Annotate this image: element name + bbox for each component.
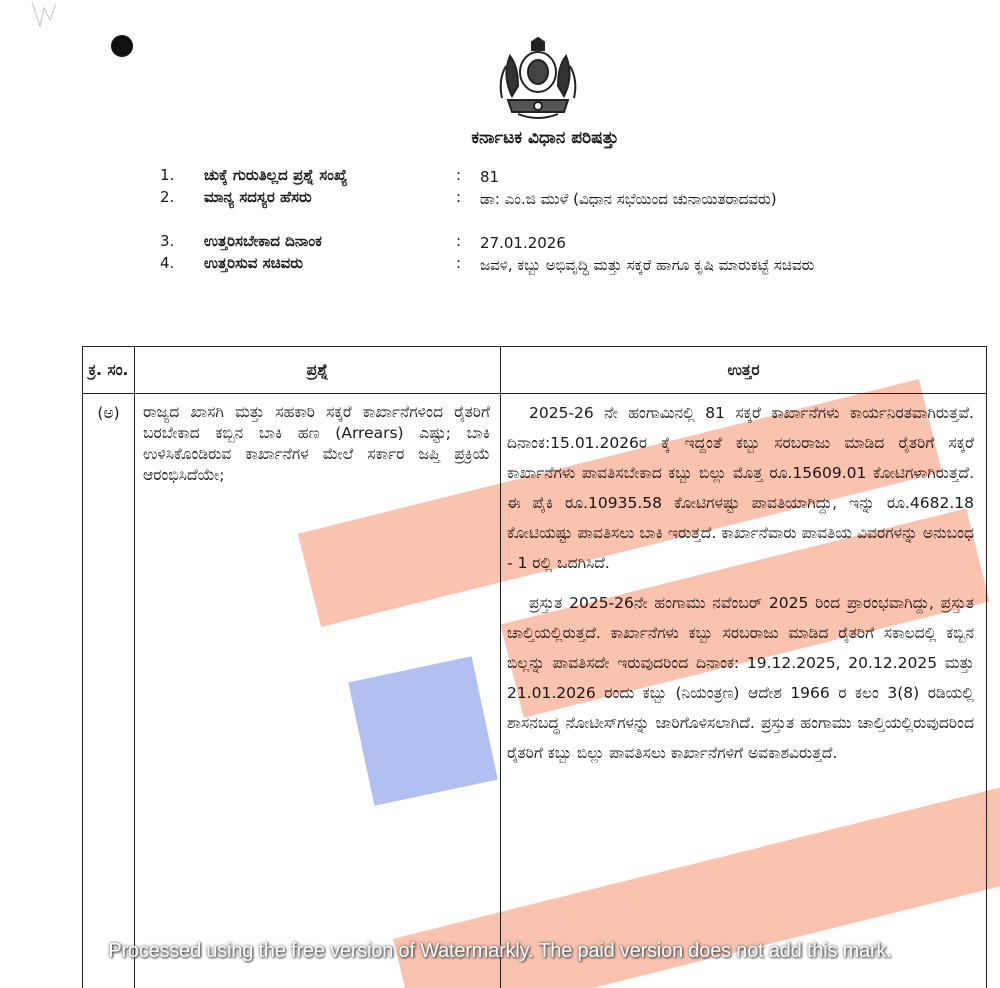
meta-label: ಉತ್ತರಿಸಬೇಕಾದ ದಿನಾಂಕ — [204, 232, 322, 250]
meta-row-answer-date — [160, 232, 900, 254]
meta-index: 2. — [160, 188, 175, 206]
meta-index: 4. — [160, 254, 175, 272]
row-answer — [501, 394, 987, 988]
header-serial-number: ಕ್ರ. ಸಂ. — [83, 347, 135, 394]
table-header-row — [83, 347, 987, 394]
header-question: ಪ್ರಶ್ನೆ — [135, 347, 501, 394]
meta-value: ಡಾ: ಎಂ.ಜಿ ಮುಳೆ (ವಿಧಾನ ಸಭೆಯಿಂದ ಚುನಾಯಿತರಾದವರು) — [480, 190, 777, 208]
scan-smudge — [30, 0, 60, 30]
header-answer: ಉತ್ತರ — [501, 347, 987, 394]
meta-colon: : — [456, 188, 462, 206]
meta-label: ಉತ್ತರಿಸುವ ಸಚಿವರು — [204, 254, 304, 272]
punch-hole — [111, 35, 133, 57]
meta-index: 3. — [160, 232, 175, 250]
meta-index: 1. — [160, 166, 175, 184]
meta-value: 81 — [480, 168, 500, 186]
meta-row-minister — [160, 254, 900, 298]
row-serial: (ಅ) — [83, 394, 135, 988]
answer-paragraph: 2025-26 ನೇ ಹಂಗಾಮಿನಲ್ಲಿ 81 ಸಕ್ಕರೆ ಕಾರ್ಖಾನೆಗಳು ಕಾರ್ಯನಿರತವಾಗಿರುತ್ತವೆ. ದಿನಾಂಕ:15.01.2026ರ ಕ್ಕೆ ಇದ್ದಂತೆ ಕಬ್ಬು ಸರಬರಾಜು ಮಾಡಿದ ರೈತರಿಗೆ ಸಕ್ಕರೆ ಕಾರ್ಖಾನೆಗಳು ಪಾವತಿಸಬೇಕಾದ ಕಬ್ಬು ಬಿಲ್ಲು ಮೊತ್ತ ರೂ.15609.01 ಕೋಟಿಗಳಾಗಿರುತ್ತದೆ. ಈ ಪೈಕಿ ರೂ.10935.58 ಕೋಟಿಗಳಷ್ಟು ಪಾವತಿಯಾಗಿದ್ದು, ಇನ್ನು ರೂ.4682.18 ಕೋಟಿಯಷ್ಟು ಪಾವತಿಸಲು ಬಾಕಿ ಇರುತ್ತದೆ. ಕಾರ್ಖಾನೆವಾರು ಪಾವತಿಯ ವಿವರಗಳನ್ನು ಅನುಬಂಧ - 1 ರಲ್ಲಿ ಒದಗಿಸಿದೆ. — [507, 404, 974, 572]
meta-label: ಚುಕ್ಕೆ ಗುರುತಿಲ್ಲದ ಪ್ರಶ್ನೆ ಸಂಖ್ಯೆ — [204, 166, 348, 184]
meta-value: ಜವಳಿ, ಕಬ್ಬು ಅಭಿವೃದ್ಧಿ ಮತ್ತು ಸಕ್ಕರೆ ಹಾಗೂ ಕೃಷಿ ಮಾರುಕಟ್ಟೆ ಸಚಿವರು — [480, 256, 815, 274]
council-title: ಕರ್ನಾಟಕ ವಿಧಾನ ಪರಿಷತ್ತು — [471, 128, 619, 148]
question-metadata — [160, 166, 900, 298]
karnataka-emblem-icon — [488, 36, 588, 122]
watermark-notice: Processed using the free version of Watermarkly. The paid version does not add this mark. — [108, 940, 892, 962]
watermark-square — [348, 656, 497, 805]
row-question: ರಾಜ್ಯದ ಖಾಸಗಿ ಮತ್ತು ಸಹಕಾರಿ ಸಕ್ಕರೆ ಕಾರ್ಖಾನೆಗಳಿಂದ ರೈತರಿಗೆ ಬರಬೇಕಾದ ಕಬ್ಬಿನ ಬಾಕಿ ಹಣ (Arrears) ಎಷ್ಟು; ಬಾಕಿ ಉಳಿಸಿಕೊಂಡಿರುವ ಕಾರ್ಖಾನೆಗಳ ಮೇಲೆ ಸರ್ಕಾರ ಜಪ್ತಿ ಪ್ರಕ್ರಿಯೆ ಆರಂಭಿಸಿದೆಯೇ; — [135, 394, 501, 988]
answer-paragraph: ಪ್ರಸ್ತುತ 2025-26ನೇ ಹಂಗಾಮು ನವೆಂಬರ್ 2025 ರಿಂದ ಪ್ರಾರಂಭವಾಗಿದ್ದು, ಪ್ರಸ್ತುತ ಚಾಲ್ತಿಯಲ್ಲಿರುತ್ತದೆ. ಕಾರ್ಖಾನೆಗಳು ಕಬ್ಬು ಸರಬರಾಜು ಮಾಡಿದ ರೈತರಿಗೆ ಸಕಾಲದಲ್ಲಿ ಕಬ್ಬಿನ ಬಿಲ್ಲನ್ನು ಪಾವತಿಸದೇ ಇರುವುದರಿಂದ ದಿನಾಂಕ: 19.12.2025, 20.12.2025 ಮತ್ತು 21.01.2026 ರಂದು ಕಬ್ಬು (ನಿಯಂತ್ರಣ) ಆದೇಶ 1966 ರ ಕಲಂ 3(8) ರಡಿಯಲ್ಲಿ ಶಾಸನಬದ್ಧ ನೋಟೀಸ್‌ಗಳನ್ನು ಜಾರಿಗೊಳಿಸಲಾಗಿದೆ. ಪ್ರಸ್ತುತ ಹಂಗಾಮು ಚಾಲ್ತಿಯಲ್ಲಿರುವುದರಿಂದ ರೈತರಿಗೆ ಕಬ್ಬು ಬಿಲ್ಲು ಪಾವತಿಸಲು ಕಾರ್ಖಾನೆಗಳಿಗೆ ಅವಕಾಶವಿರುತ್ತದೆ. — [507, 594, 974, 762]
question-answer-table — [82, 346, 987, 988]
meta-row-member-name — [160, 188, 900, 232]
table-row — [83, 394, 987, 988]
meta-colon: : — [456, 232, 462, 250]
meta-label: ಮಾನ್ಯ ಸದಸ್ಯರ ಹೆಸರು — [204, 188, 312, 206]
meta-value: 27.01.2026 — [480, 234, 566, 252]
meta-row-question-number — [160, 166, 900, 188]
meta-colon: : — [456, 254, 462, 272]
meta-colon: : — [456, 166, 462, 184]
